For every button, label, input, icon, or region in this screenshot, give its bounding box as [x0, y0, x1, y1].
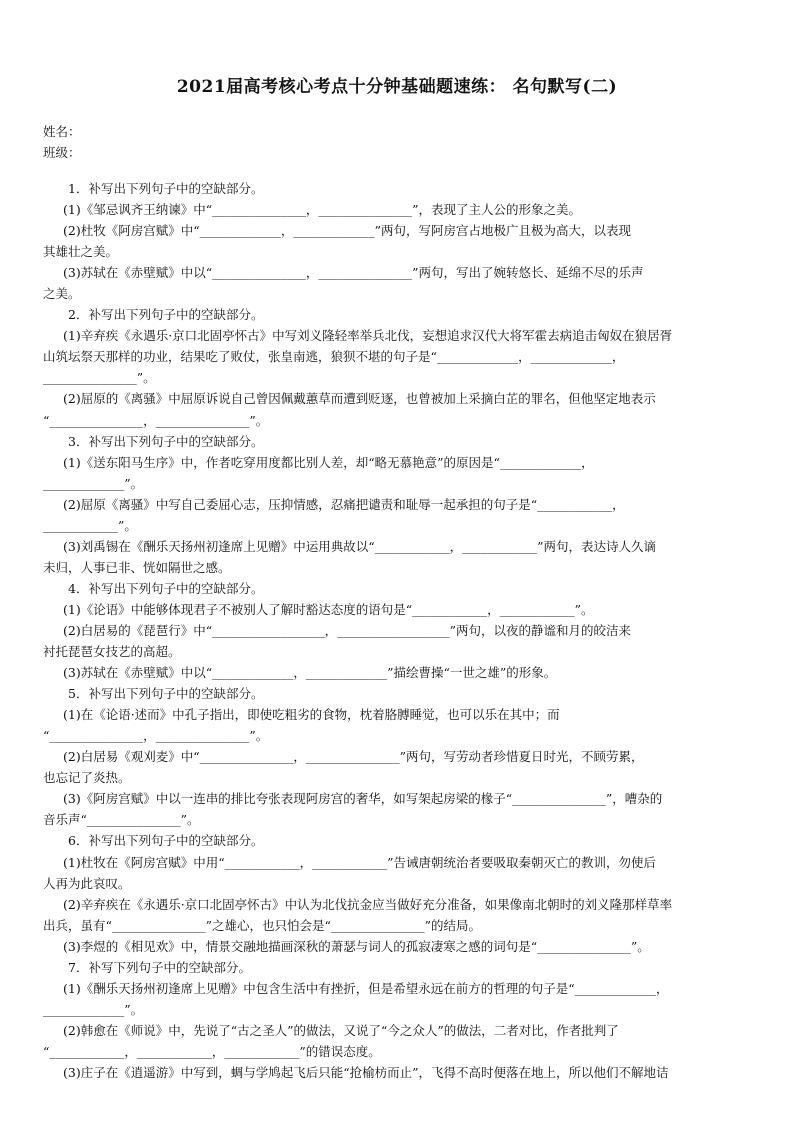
- text-line: (2)杜牧《阿房宫赋》中“_____________，_____________”两句，写阿房宫占地极广且极为高大，以表现: [63, 223, 631, 239]
- text-line: 2．补写出下列句子中的空缺部分。: [68, 307, 264, 323]
- text-line: (2)白居易的《琵琶行》中“__________________，__________________”两句，以夜的静谧和月的皎洁来: [63, 622, 631, 638]
- question-list: [43, 178, 751, 1083]
- text-line: (1)杜牧在《阿房宫赋》中用“____________，____________”告诫唐朝统治者要吸取秦朝灭亡的教训，勿使后: [63, 854, 656, 870]
- text-line: 衬托琵琶女技艺的高超。: [43, 644, 181, 660]
- text-line: (1)在《论语·述而》中孔子指出，即使吃粗劣的食物，枕着胳膊睡觉，也可以乐在其中；而: [63, 707, 560, 723]
- text-line: 7．补写下列句子中的空缺部分。: [68, 959, 251, 975]
- text-line: 山筑坛祭天那样的功业，结果吃了败仗，张皇南逃，狼狈不堪的句子是“_____________，_____________，: [43, 349, 625, 365]
- page-title: 2021届高考核心考点十分钟基础题速练： 名句默写(二): [176, 77, 618, 97]
- text-line: 也忘记了炎热。: [43, 770, 131, 786]
- text-line: (2)白居易《观刈麦》中“_______________，_______________”两句，写劳动者珍惜夏日时光，不顾劳累，: [63, 749, 644, 765]
- text-line: 人再为此哀叹。: [43, 875, 131, 891]
- text-line: 4．补写出下列句子中的空缺部分。: [68, 580, 264, 596]
- text-line: “____________，____________，____________”的错误态度。: [43, 1043, 381, 1059]
- text-line: 1．补写出下列句子中的空缺部分。: [68, 181, 264, 196]
- text-line: (1)辛弃疾《永遇乐·京口北固亭怀古》中写刘义隆轻率举兵北伐，妄想追求汉代大将军霍去病追击匈奴在狼居胥: [63, 328, 673, 344]
- text-line: (2)韩愈在《师说》中，先说了“古之圣人”的做法，又说了“今之众人”的做法，二者对比，作者批判了: [63, 1022, 619, 1038]
- class-label: 班级：: [43, 145, 81, 160]
- text-line: (3)苏轼在《赤壁赋》中以“_____________，_____________”描绘曹操“一世之雄”的形象。: [63, 665, 557, 681]
- text-line: 3．补写出下列句子中的空缺部分。: [68, 433, 264, 449]
- text-line: (1)《送东阳马生序》中，作者吃穿用度都比别人差，却“略无慕艳意”的原因是“_____________，: [63, 454, 594, 470]
- text-line: (2)屈原《离骚》中写自己委屈心志，压抑情感，忍痛把谴责和耻辱一起承担的句子是“____________，: [63, 496, 625, 512]
- text-line: _____________”。: [43, 1001, 144, 1017]
- text-line: 未归，人事已非、恍如隔世之感。: [43, 559, 231, 575]
- name-label: 姓名：: [43, 124, 81, 139]
- text-line: 5．补写出下列句子中的空缺部分。: [68, 686, 264, 702]
- text-line: (1)《酬乐天扬州初逢席上见赠》中包含生活中有挫折，但是希望永远在前方的哲理的句子是“_____________，: [63, 980, 669, 996]
- text-line: 其雄壮之美。: [43, 244, 119, 260]
- text-line: (2)屈原的《离骚》中屈原诉说自己曾因佩戴蕙草而遭到贬逐，也曾被加上采摘白芷的罪名，但他坚定地表示: [63, 391, 656, 407]
- text-line: “_______________，_______________”。: [43, 412, 269, 428]
- text-line: 之美。: [43, 286, 81, 302]
- text-line: (3)李煜的《相见欢》中，情景交融地描画深秋的萧瑟与词人的孤寂凄寒之感的词句是“_______________”。: [63, 938, 650, 954]
- text-line: (3)庄子在《逍遥游》中写到，蜩与学鸠起飞后只能“抢榆枋而止”，飞得不高时便落在地上，所以他们不解地诘: [63, 1064, 669, 1080]
- text-line: (3)刘禹锡在《酬乐天扬州初逢席上见赠》中运用典故以“____________，____________”两句，表达诗人久谪: [63, 538, 656, 554]
- text-line: “_______________，_______________”。: [43, 728, 269, 744]
- text-line: 出兵，虽有“_______________”之雄心，也只怕会是“_______________”的结局。: [43, 917, 482, 933]
- text-line: _______________”。: [43, 370, 156, 386]
- text-line: 音乐声“_______________”。: [43, 812, 200, 828]
- text-line: (2)辛弃疾在《永遇乐·京口北固亭怀古》中认为北伐抗金应当做好充分准备，如果像南北朝时的刘义隆那样草率: [63, 896, 673, 912]
- text-line: (3)《阿房宫赋》中以一连串的排比夸张表现阿房宫的奢华，如写架起房梁的椽子“_______________”，嘈杂的: [63, 791, 663, 807]
- text-line: _____________”。: [43, 475, 144, 491]
- text-line: (1)《邹忌讽齐王纳谏》中“_______________，_______________”，表现了主人公的形象之美。: [63, 202, 581, 218]
- text-line: ____________”。: [43, 517, 137, 533]
- text-line: (3)苏轼在《赤壁赋》中以“_______________，_______________”两句，写出了婉转悠长、延绵不尽的乐声: [63, 265, 644, 281]
- text-line: (1)《论语》中能够体现君子不被别人了解时豁达态度的语句是“____________，____________”。: [63, 601, 594, 617]
- text-line: 6．补写出下列句子中的空缺部分。: [68, 833, 264, 849]
